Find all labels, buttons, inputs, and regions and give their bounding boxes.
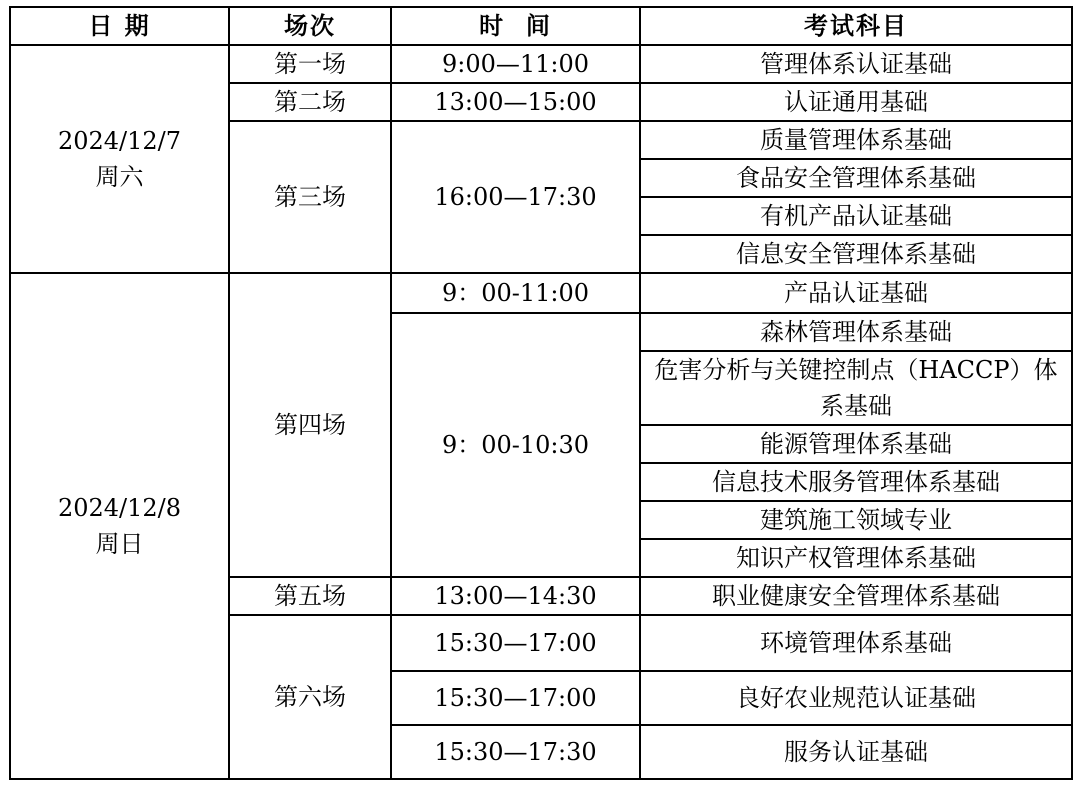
time-cell: 9:00—11:00 <box>391 45 640 83</box>
time-cell: 13:00—15:00 <box>391 83 640 121</box>
subject-cell: 信息安全管理体系基础 <box>640 235 1072 273</box>
subject-cell: 管理体系认证基础 <box>640 45 1072 83</box>
table-row <box>10 45 1072 83</box>
exam-schedule-table <box>9 6 1073 780</box>
time-cell: 16:00—17:30 <box>391 121 640 273</box>
header-session: 场次 <box>229 7 391 45</box>
subject-cell: 知识产权管理体系基础 <box>640 539 1072 577</box>
subject-cell: 能源管理体系基础 <box>640 425 1072 463</box>
weekday-text: 周六 <box>95 163 144 191</box>
session-cell: 第五场 <box>229 577 391 615</box>
subject-cell: 有机产品认证基础 <box>640 197 1072 235</box>
session-cell: 第四场 <box>229 273 391 577</box>
subject-cell: 认证通用基础 <box>640 83 1072 121</box>
session-cell: 第二场 <box>229 83 391 121</box>
session-cell: 第六场 <box>229 615 391 779</box>
subject-cell: 产品认证基础 <box>640 273 1072 313</box>
subject-cell: 服务认证基础 <box>640 725 1072 779</box>
header-row <box>10 7 1072 45</box>
session-cell: 第一场 <box>229 45 391 83</box>
subject-cell: 质量管理体系基础 <box>640 121 1072 159</box>
subject-cell: 良好农业规范认证基础 <box>640 671 1072 725</box>
session-cell: 第三场 <box>229 121 391 273</box>
weekday-text: 周日 <box>95 530 144 558</box>
date-text: 2024/12/8 <box>57 494 182 522</box>
header-time: 时 间 <box>391 7 640 45</box>
time-cell: 9：00-10:30 <box>391 313 640 577</box>
subject-cell: 建筑施工领域专业 <box>640 501 1072 539</box>
subject-cell: 环境管理体系基础 <box>640 615 1072 671</box>
time-cell: 13:00—14:30 <box>391 577 640 615</box>
time-cell: 15:30—17:00 <box>391 671 640 725</box>
time-cell: 9：00-11:00 <box>391 273 640 313</box>
subject-cell: 信息技术服务管理体系基础 <box>640 463 1072 501</box>
header-subject: 考试科目 <box>640 7 1072 45</box>
subject-cell: 危害分析与关键控制点（HACCP）体系基础 <box>640 351 1072 425</box>
date-cell <box>10 45 229 273</box>
header-date: 日 期 <box>10 7 229 45</box>
table-row <box>10 273 1072 313</box>
subject-cell: 森林管理体系基础 <box>640 313 1072 351</box>
date-cell <box>10 273 229 779</box>
subject-cell: 食品安全管理体系基础 <box>640 159 1072 197</box>
subject-cell: 职业健康安全管理体系基础 <box>640 577 1072 615</box>
time-cell: 15:30—17:30 <box>391 725 640 779</box>
date-text: 2024/12/7 <box>57 127 182 155</box>
time-cell: 15:30—17:00 <box>391 615 640 671</box>
